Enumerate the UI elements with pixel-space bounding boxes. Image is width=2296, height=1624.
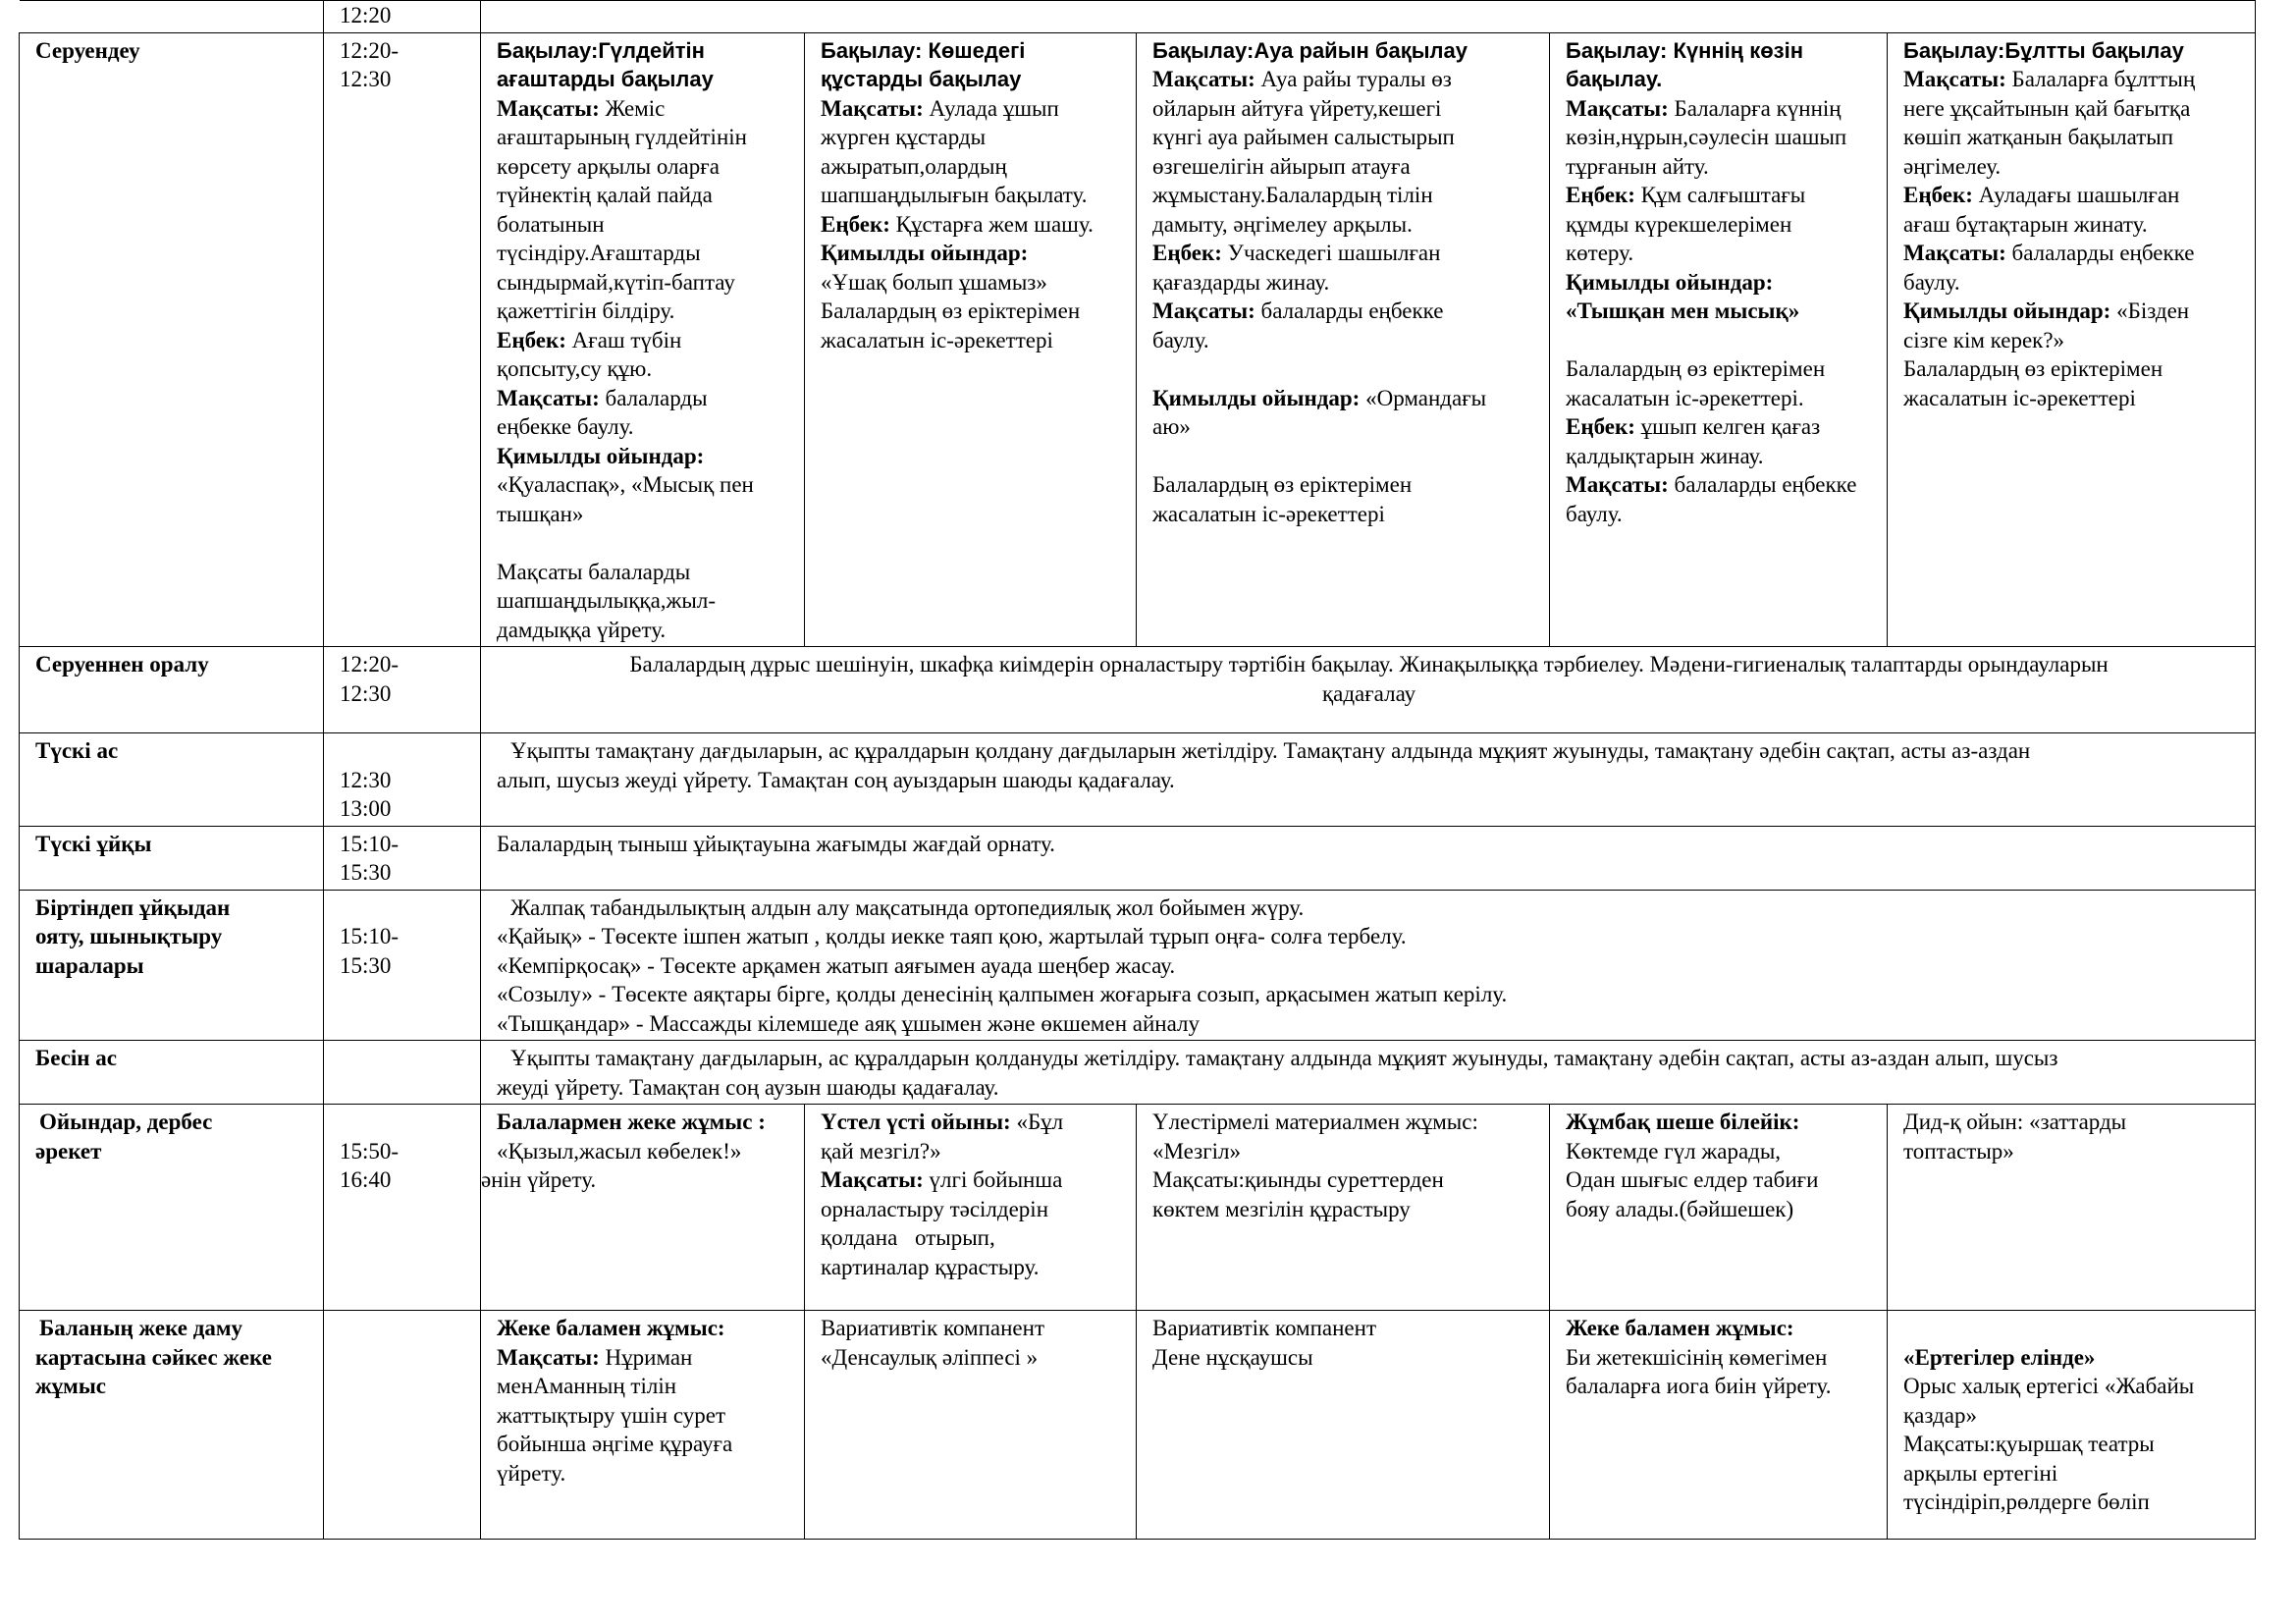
individual-time — [324, 1311, 481, 1540]
individual-day-4: Жеке баламен жұмыс: Би жетекшісінің көмегімен балаларға иога биін үйрету. — [1550, 1311, 1888, 1540]
wake-row — [20, 890, 2256, 1041]
lunch-label: Түскі ас — [20, 733, 324, 827]
nap-row — [20, 826, 2256, 890]
lunch-time: 12:30 13:00 — [324, 733, 481, 827]
individual-day-3: Вариативтік компанент Дене нұсқаушсы — [1137, 1311, 1550, 1540]
top-row-content — [481, 1, 2256, 33]
walk-day-2: Бақылау: Көшедегі құстарды бақылау Мақсаты: Аулада ұшып жүрген құстарды ажыратып,олардың шапшаңдылығын бақылату. Еңбек: Құстарға жем шашу. Қимылды ойындар: «Ұшақ болып ұшамыз» Балалардың өз еріктерімен жасалатын іс-әрекеттері — [805, 32, 1137, 647]
walk-day-5-title: Бақылау:Бұлтты бақылау — [1903, 37, 2184, 63]
walk-day-3: Бақылау:Ауа райын бақылау Мақсаты: Ауа райы туралы өз ойларын айтуға үйрету,кешегі күнгі ауа райымен салыстырып өзгешелігін айырып атауға жұмыстану.Балалардың тілін дамыту, әңгімелеу арқылы. Еңбек: Учаскедегі шашылған қағаздарды жинау. Мақсаты: балаларды еңбекке баулу. Қимылды ойындар: «Ормандағы аю» Балалардың өз еріктерімен жасалатын іс-әрекеттері — [1137, 32, 1550, 647]
return-label: Серуеннен оралу — [20, 647, 324, 733]
walk-day-1: Бақылау:Гүлдейтін ағаштарды бақылау Мақсаты: Жеміс ағаштарының гүлдейтінін көрсету арқылы оларға түйнектің қалай пайда болатынын түсіндіру.Ағаштарды сындырмай,күтіп-баптау қажеттігін білдіру. Еңбек: Ағаш түбін қопсыту,су құю. Мақсаты: балаларды еңбекке баулу. Қимылды ойындар: «Қуаласпақ», «Мысық пен тышқан» Мақсаты балаларды шапшаңдылыққа,жыл- дамдыққа үйрету. — [481, 32, 805, 647]
games-day-4: Жұмбақ шеше білейік: Көктемде гүл жарады, Одан шығыс елдер табиғи бояу алады.(бәйшешек) — [1550, 1105, 1888, 1311]
walk-row — [20, 32, 2256, 647]
top-row-label — [20, 1, 324, 33]
games-label: Ойындар, дербес әрекет — [20, 1105, 324, 1311]
schedule-table — [19, 0, 2256, 1540]
games-day-2: Үстел үсті ойыны: «Бұл қай мезгіл?» Мақсаты: үлгі бойынша орналастыру тәсілдерін қолдана отырып, картиналар құрастыру. — [805, 1105, 1137, 1311]
games-day-3: Үлестірмелі материалмен жұмыс: «Мезгіл» Мақсаты:қиынды суреттерден көктем мезгілін құрастыру — [1137, 1105, 1550, 1311]
walk-day-1-title: Бақылау:Гүлдейтін — [497, 37, 705, 63]
individual-row — [20, 1311, 2256, 1540]
nap-time: 15:10- 15:30 — [324, 826, 481, 890]
snack-time — [324, 1041, 481, 1105]
lunch-text: Ұқыпты тамақтану дағдыларын, ас құралдарын қолдану дағдыларын жетілдіру. Тамақтану алдында мұқият жуынуды, тамақтану әдебін сақтап, асты аз-аздан алып, шусыз жеуді үйрету. Тамақтан соң ауыздарын шаюды қадағалау. — [481, 733, 2256, 827]
top-row — [20, 1, 2256, 33]
games-day-1: Балалармен жеке жұмыс : «Қызыл,жасыл көбелек!» әнін үйрету. — [481, 1105, 805, 1311]
wake-label: Біртіндеп ұйқыдан ояту, шынықтыру шаралары — [20, 890, 324, 1041]
walk-day-4: Бақылау: Күннің көзін бақылау. Мақсаты: Балаларға күннің көзін,нұрын,сәулесін шашып тұрғанын айту. Еңбек: Құм салғыштағы құмды күрекшелерімен көтеру. Қимылды ойындар: «Тышқан мен мысық» Балалардың өз еріктерімен жасалатын іс-әрекеттері. Еңбек: ұшып келген қағаз қалдықтарын жинау. Мақсаты: балаларды еңбекке баулу. — [1550, 32, 1888, 647]
walk-day-4-title: Бақылау: Күннің көзін — [1566, 37, 1803, 63]
nap-label: Түскі ұйқы — [20, 826, 324, 890]
individual-day-1: Жеке баламен жұмыс: Мақсаты: Нұриман менАманның тілін жаттықтыру үшін сурет бойынша әңгіме құрауға үйрету. — [481, 1311, 805, 1540]
walk-day-3-title: Бақылау:Ауа райын бақылау — [1152, 37, 1468, 63]
games-time: 15:50- 16:40 — [324, 1105, 481, 1311]
walk-day-2-title: Бақылау: Көшедегі — [821, 37, 1026, 63]
snack-row — [20, 1041, 2256, 1105]
games-row — [20, 1105, 2256, 1311]
walk-day-5: Бақылау:Бұлтты бақылау Мақсаты: Балаларға бұлттың неге ұқсайтынын қай бағытқа көшіп жатқанын бақылатып әңгімелеу. Еңбек: Ауладағы шашылған ағаш бұтақтарын жинату. Мақсаты: балаларды еңбекке баулу. Қимылды ойындар: «Бізден сізге кім керек?» Балалардың өз еріктерімен жасалатын іс-әрекеттері — [1888, 32, 2256, 647]
individual-day-5: «Ертегілер елінде» Орыс халық ертегісі «Жабайы қаздар» Мақсаты:қуыршақ театры арқылы ертегіні түсіндіріп,рөлдерге бөліп — [1888, 1311, 2256, 1540]
return-time: 12:20- 12:30 — [324, 647, 481, 733]
individual-day-2: Вариативтік компанент «Денсаулық әліппесі » — [805, 1311, 1137, 1540]
games-day-5: Дид-қ ойын: «заттарды топтастыр» — [1888, 1105, 2256, 1311]
snack-label: Бесін ас — [20, 1041, 324, 1105]
wake-text: Жалпақ табандылықтың алдын алу мақсатында ортопедиялық жол бойымен жүру. «Қайық» - Төсекте ішпен жатып , қолды иекке таяп қою, жартылай тұрып оңға- солға тербелу. «Кемпірқосақ» - Төсекте арқамен жатып аяғымен ауада шеңбер жасау. «Созылу» - Төсекте аяқтары бірге, қолды денесінің қалпымен жоғарыға созып, арқасымен жатып керілу. «Тышқандар» - Массажды кілемшеде аяқ ұшымен және өкшемен айналу — [481, 890, 2256, 1041]
snack-text: Ұқыпты тамақтану дағдыларын, ас құралдарын қолдануды жетілдіру. тамақтану алдында мұқият жуынуды, тамақтану әдебін сақтап, асты аз-аздан алып, шусыз жеуді үйрету. Тамақтан соң аузын шаюды қадағалау. — [481, 1041, 2256, 1105]
return-text: Балалардың дұрыс шешінуін, шкафқа киімдерін орналастыру тәртібін бақылау. Жинақылыққа тәрбиелеу. Мәдени-гигиеналық талаптарды орындауларын қадағалау — [481, 647, 2256, 733]
wake-time: 15:10- 15:30 — [324, 890, 481, 1041]
walk-label: Серуендеу — [20, 32, 324, 647]
top-row-time: 12:20 — [324, 1, 481, 33]
individual-label: Баланың жеке даму картасына сәйкес жеке жұмыс — [20, 1311, 324, 1540]
return-row — [20, 647, 2256, 733]
walk-time: 12:20- 12:30 — [324, 32, 481, 647]
nap-text: Балалардың тыныш ұйықтауына жағымды жағдай орнату. — [481, 826, 2256, 890]
lunch-row — [20, 733, 2256, 827]
